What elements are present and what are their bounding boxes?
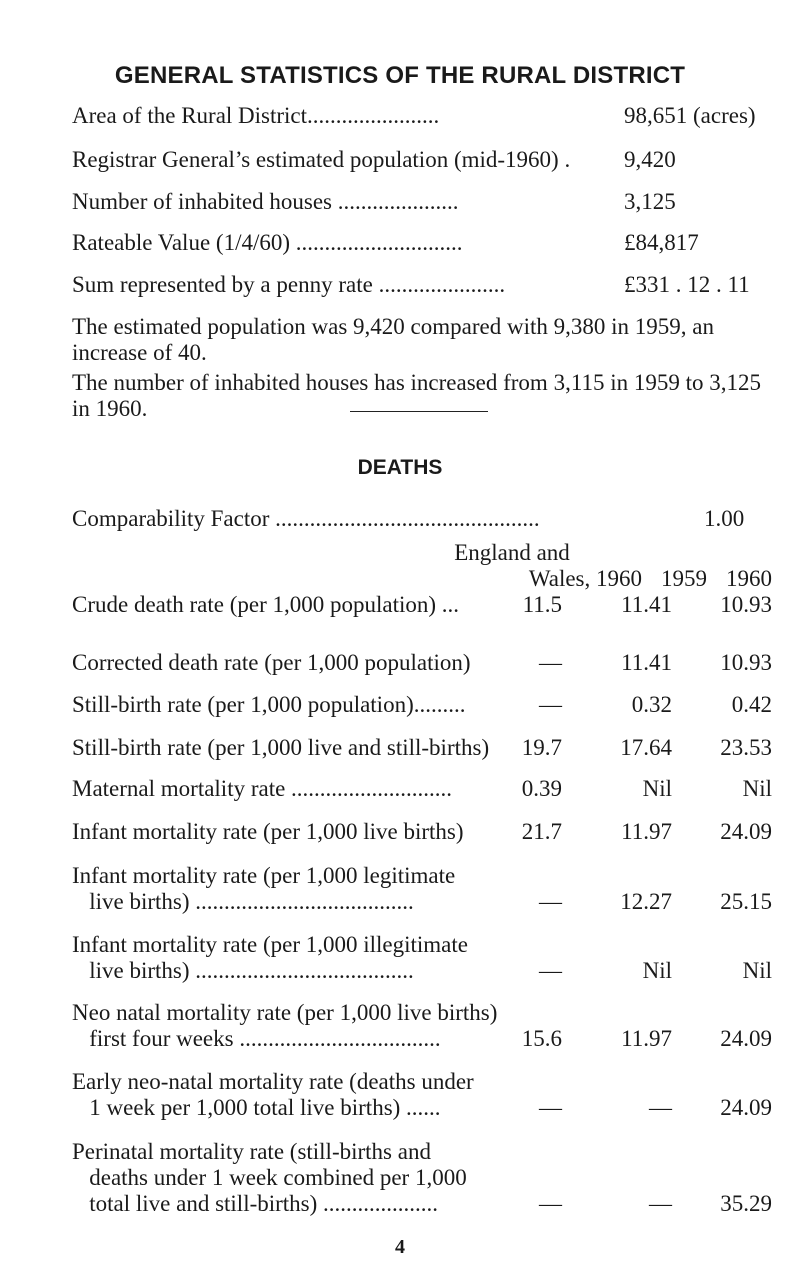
value-1960: 24.09 [720, 819, 772, 844]
value-ew-1960: — [539, 692, 562, 717]
value-ew-1960: — [539, 1095, 562, 1120]
deaths-row [72, 592, 772, 618]
value-ew-1960: 19.7 [521, 735, 562, 760]
value-1959: 11.41 [621, 650, 672, 675]
value-1959: 0.32 [631, 692, 672, 717]
deaths-row [72, 932, 772, 984]
deaths-row [72, 735, 772, 761]
deaths-row-label: Neo natal mortality rate (per 1,000 live births) [72, 1000, 498, 1025]
deaths-row-label: Still-birth rate (per 1,000 live and still-births) [72, 735, 490, 760]
deaths-row-label: live births) ...................................... [72, 889, 414, 914]
page-title: GENERAL STATISTICS OF THE RURAL DISTRICT [114, 62, 686, 89]
deaths-heading: DEATHS [357, 456, 443, 479]
deaths-row-label: Still-birth rate (per 1,000 population)......... [72, 692, 466, 717]
value-ew-1960: 0.39 [521, 776, 562, 801]
value-1959: Nil [642, 958, 672, 983]
value-ew-1960: 11.5 [522, 592, 562, 617]
deaths-row-label: Infant mortality rate (per 1,000 illegitimate [72, 932, 468, 957]
value-1959: Nil [642, 776, 672, 801]
value-1960: Nil [742, 776, 772, 801]
col-header-1960: 1960 [726, 566, 772, 591]
deaths-row [72, 1139, 772, 1217]
deaths-row-label: total live and still-births) .................... [72, 1191, 439, 1216]
deaths-row [72, 692, 772, 718]
deaths-row-label: Maternal mortality rate ............................ [72, 776, 453, 801]
general-value: 98,651 (acres) [624, 103, 756, 128]
deaths-row-label: Crude death rate (per 1,000 population) ... [72, 592, 460, 617]
value-1959: 11.97 [621, 819, 672, 844]
divider [350, 411, 488, 412]
page-number: 4 [395, 1236, 405, 1258]
deaths-row-label: live births) ...................................... [72, 958, 414, 983]
comparability-value: 1.00 [704, 506, 745, 531]
deaths-row-label: Perinatal mortality rate (still-births and [72, 1139, 431, 1164]
value-1960: 10.93 [720, 650, 772, 675]
value-ew-1960: — [539, 1191, 562, 1216]
value-ew-1960: 21.7 [521, 819, 562, 844]
value-1960: 35.29 [720, 1191, 772, 1216]
deaths-row-label: Infant mortality rate (per 1,000 legitimate [72, 863, 456, 888]
value-1959: 17.64 [620, 735, 672, 760]
general-label: Sum represented by a penny rate ...................... [72, 272, 506, 297]
general-row-penny-rate [72, 270, 750, 300]
value-1960: 24.09 [720, 1026, 772, 1051]
deaths-row [72, 1000, 772, 1052]
value-1959: 12.27 [620, 889, 672, 914]
value-1959: — [649, 1095, 672, 1120]
deaths-row [72, 776, 772, 802]
general-label: Rateable Value (1/4/60) ............................. [72, 230, 463, 255]
general-row-houses [72, 187, 742, 217]
general-row-rateable [72, 228, 742, 258]
deaths-row-label: Corrected death rate (per 1,000 population) [72, 650, 471, 675]
general-label: Registrar General’s estimated population (mid-1960) . [72, 147, 571, 172]
deaths-row-label: deaths under 1 week combined per 1,000 [72, 1165, 467, 1190]
deaths-row [72, 650, 772, 676]
comparability-row [72, 504, 752, 534]
value-1960: 23.53 [720, 735, 772, 760]
general-value: 9,420 [624, 147, 676, 172]
general-label: Number of inhabited houses ..................... [72, 189, 459, 214]
deaths-row [72, 863, 772, 915]
comparability-label: Comparability Factor .............................................. [72, 506, 540, 531]
general-row-population [72, 145, 742, 175]
paragraph-population: The estimated population was 9,420 compared with 9,380 in 1959, an increase of 40. [72, 314, 714, 365]
value-1960: 25.15 [720, 889, 772, 914]
col-header-1959: 1959 [661, 566, 707, 591]
general-label: Area of the Rural District....................... [72, 103, 440, 128]
value-1960: Nil [742, 958, 772, 983]
col-header-ew-line1: England and [454, 540, 570, 565]
general-row-area [72, 101, 756, 131]
col-header-ew-line2: Wales, 1960 [528, 566, 642, 591]
value-1960: 0.42 [731, 692, 772, 717]
deaths-row-label: 1 week per 1,000 total live births) ...... [72, 1095, 441, 1120]
value-1959: — [649, 1191, 672, 1216]
general-value: £331 . 12 . 11 [624, 272, 750, 297]
value-ew-1960: — [539, 889, 562, 914]
general-value: 3,125 [624, 189, 676, 214]
value-1960: 24.09 [720, 1095, 772, 1120]
deaths-row [72, 1069, 772, 1121]
paragraph-houses: The number of inhabited houses has increased from 3,115 in 1959 to 3,125 in 1960. [72, 370, 762, 421]
value-1960: 10.93 [720, 592, 772, 617]
general-value: £84,817 [624, 230, 699, 255]
deaths-row-label: first four weeks ................................... [72, 1026, 441, 1051]
deaths-row-label: Early neo-natal mortality rate (deaths under [72, 1069, 474, 1094]
deaths-row [72, 819, 772, 845]
value-ew-1960: — [539, 958, 562, 983]
value-ew-1960: 15.6 [521, 1026, 562, 1051]
deaths-row-label: Infant mortality rate (per 1,000 live births) [72, 819, 464, 844]
value-ew-1960: — [539, 650, 562, 675]
value-1959: 11.41 [621, 592, 672, 617]
value-1959: 11.97 [621, 1026, 672, 1051]
